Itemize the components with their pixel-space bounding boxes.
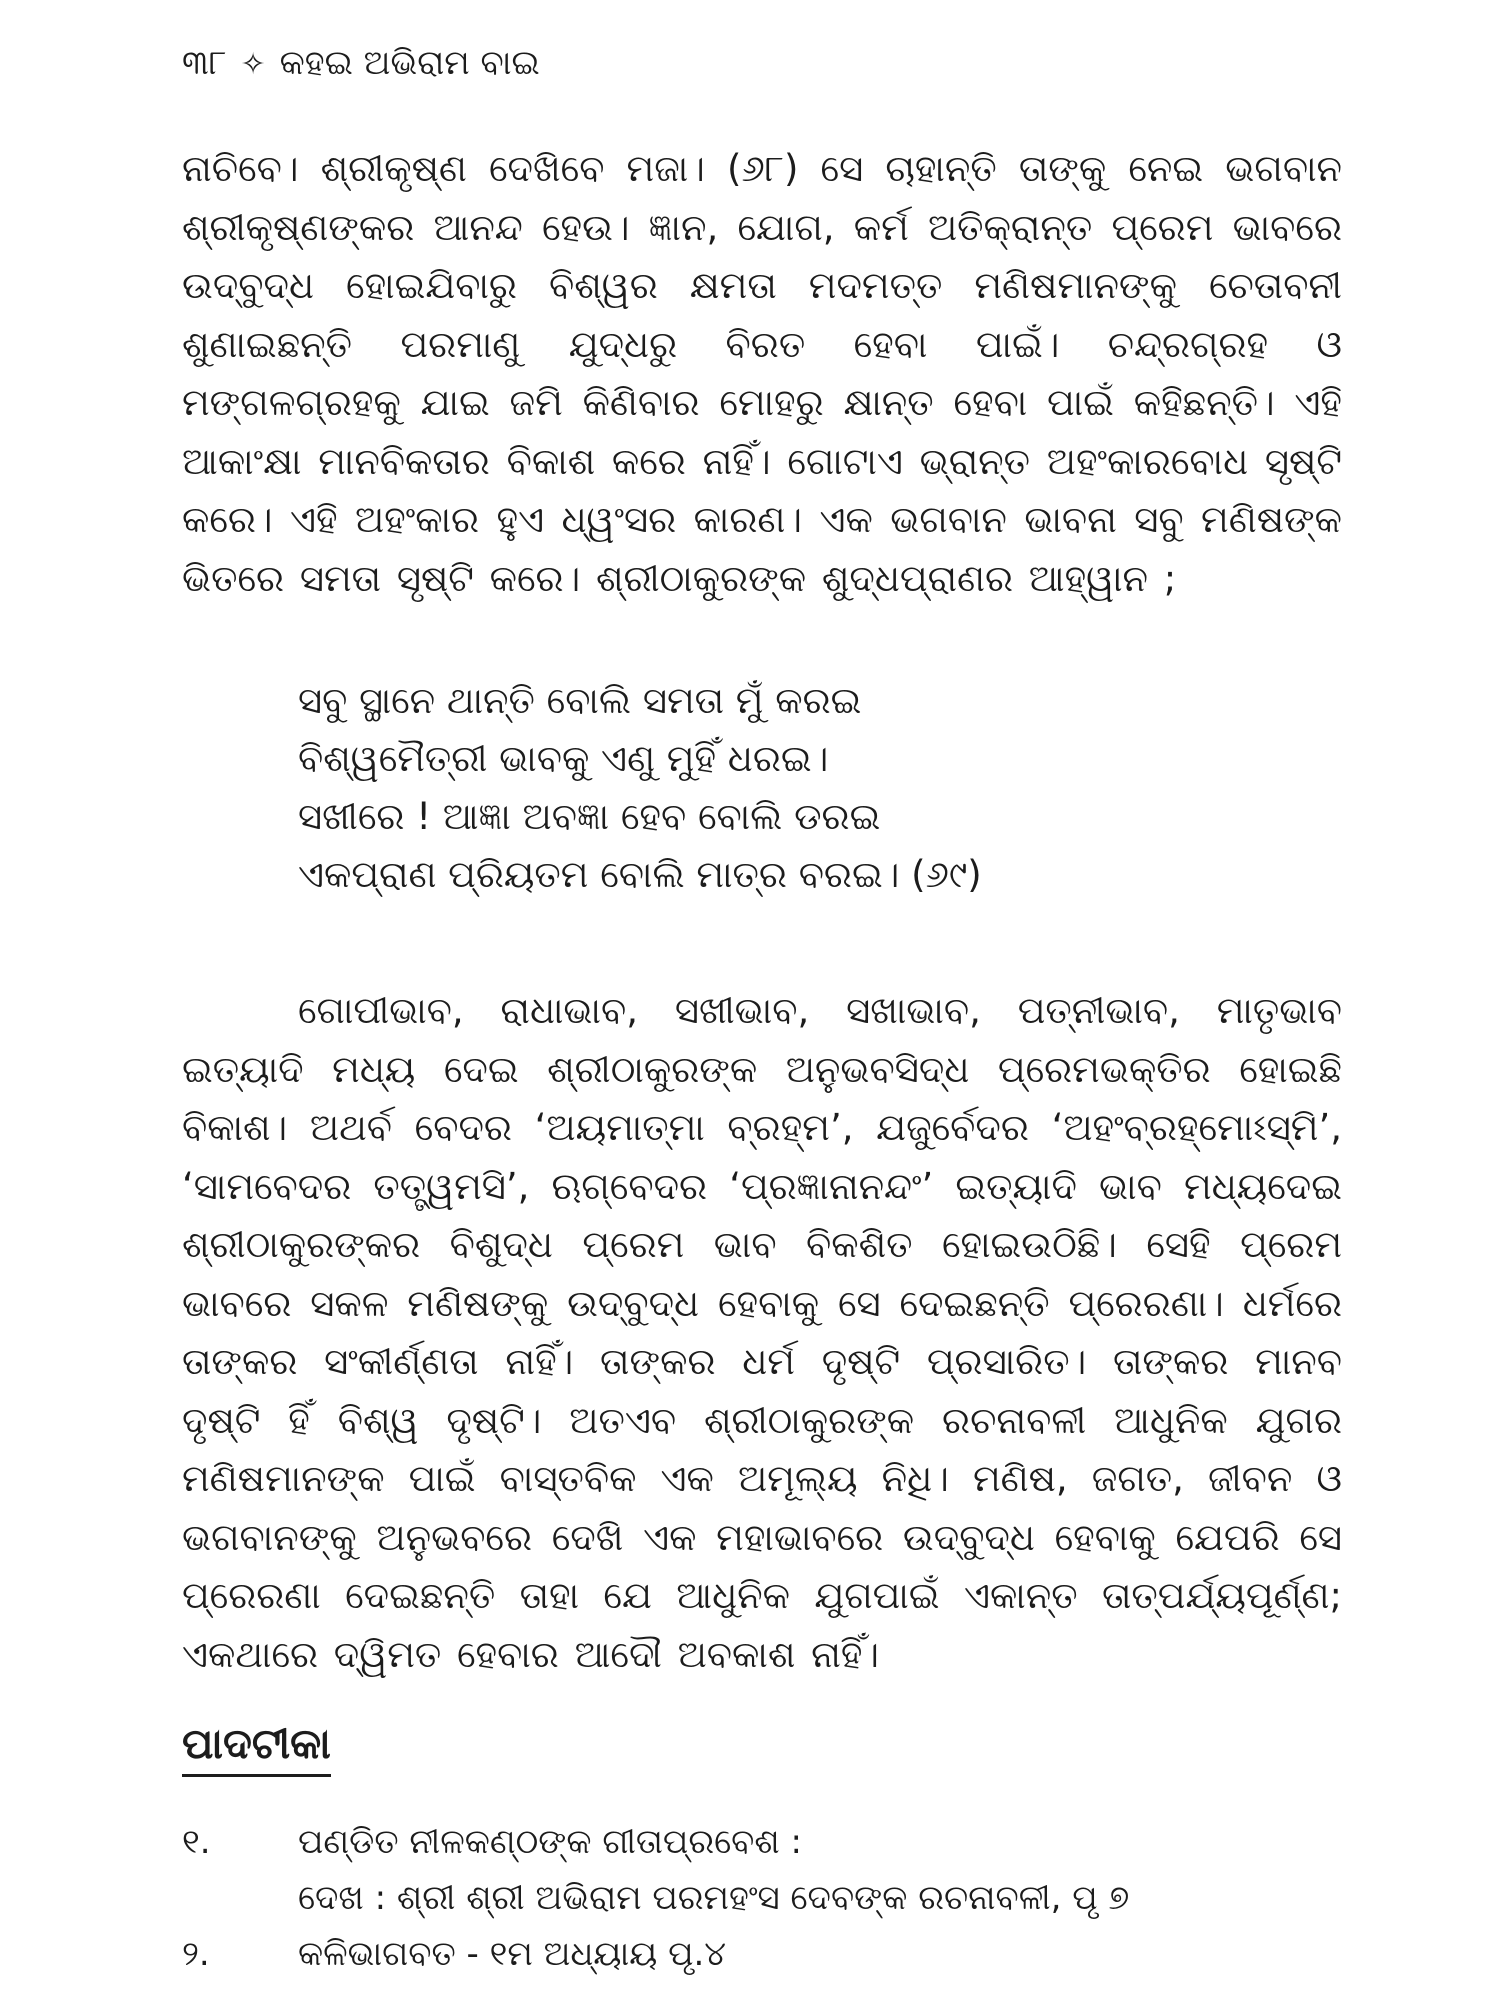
separator-star-icon: ✧ [240,47,266,82]
verse-line-1: ସବୁ ସ୍ଥାନେ ଥାନ୍ତି ବୋଲି ସମତା ମୁଁ କରଇ [298,679,862,722]
footnote-item [182,1814,1342,1926]
paragraph-1-text: ନାଚିବେ। ଶ୍ରୀକୃଷ୍ଣ ଦେଖିବେ ମଜା। (୬୮) ସେ ଚାହାନ୍ତି ତାଙ୍କୁ ନେଇ ଭଗବାନ ଶ୍ରୀକୃଷ୍ଣଙ୍କର ଆନନ୍ଦ ହେଉ। ଜ୍ଞାନ, ଯୋଗ, କର୍ମ ଅତିକ୍ରାନ୍ତ ପ୍ରେମ ଭାବରେ ଉଦ୍‌ବୁଦ୍ଧ ହୋଇଯିବାରୁ ବିଶ୍ୱର କ୍ଷମତା ମଦମତ୍ତ ମଣିଷମାନଙ୍କୁ ଚେତାବନୀ ଶୁଣାଇଛନ୍ତି ପରମାଣୁ ଯୁଦ୍ଧରୁ ବିରତ ହେବା ପାଇଁ। ଚନ୍ଦ୍ରଗ୍ରହ ଓ ମଙ୍ଗଳଗ୍ରହକୁ ଯାଇ ଜମି କିଣିବାର ମୋହରୁ କ୍ଷାନ୍ତ ହେବା ପାଇଁ କହିଛନ୍ତି। ଏହି ଆକାଂକ୍ଷା ମାନବିକତାର ବିକାଶ କରେ ନାହିଁ। ଗୋଟାଏ ଭ୍ରାନ୍ତ ଅହଂକାରବୋଧ ସୃଷ୍ଟି କରେ। ଏହି ଅହଂକାର ହୁଏ ଧ୍ୱଂସର କାରଣ। ଏକ ଭଗବାନ ଭାବନା ସବୁ ମଣିଷଙ୍କ ଭିତରେ ସମତା ସୃଷ୍ଟି କରେ। ଶ୍ରୀଠାକୁରଙ୍କ ଶୁଦ୍ଧପ୍ରାଣର ଆହ୍ୱାନ ; [182,147,1342,600]
footnotes-list [182,1814,1342,1982]
footnotes-heading: ପାଦଟୀକା [182,1716,331,1777]
footnote-subtext: ଦେଖ : ଶ୍ରୀ ଶ୍ରୀ ଅଭିରାମ ପରମହଂସ ଦେବଙ୍କ ରଚନାବଳୀ, ପୃ ୭ [298,1878,1130,1918]
verse-line-3: ସଖୀରେ ! ଆଜ୍ଞା ଅବଜ୍ଞା ହେବ ବୋଲି ଡରଇ [298,795,881,838]
footnote-text: ପଣ୍ଡିତ ନୀଳକଣ୍ଠଙ୍କ ଗୀତାପ୍ରବେଶ : [298,1822,802,1862]
paragraph-2-text: ଗୋପୀଭାବ, ରାଧାଭାବ, ସଖୀଭାବ, ସଖାଭାବ, ପତ୍ନୀଭାବ, ମାତୃଭାବ ଇତ୍ୟାଦି ମଧ୍ୟ ଦେଇ ଶ୍ରୀଠାକୁରଙ୍କ ଅନୁଭବସିଦ୍ଧ ପ୍ରେମଭକ୍ତିର ହୋଇଛି ବିକାଶ। ଅଥର୍ବ ବେଦର ‘ଅୟମାତ୍ମା ବ୍ରହ୍ମ’, ଯଜୁର୍ବେଦର ‘ଅହଂବ୍ରହ୍ମୋଽସ୍ମି’, ‘ସାମବେଦର ତତ୍ତ୍ୱମସି’, ଋଗ୍‌ବେଦର ‘ପ୍ରଜ୍ଞାନାନନ୍ଦଂ’ ଇତ୍ୟାଦି ଭାବ ମଧ୍ୟଦେଇ ଶ୍ରୀଠାକୁରଙ୍କର ବିଶୁଦ୍ଧ ପ୍ରେମ ଭାବ ବିକଶିତ ହୋଇଉଠିଛି। ସେହି ପ୍ରେମ ଭାବରେ ସକଳ ମଣିଷଙ୍କୁ ଉଦ୍‌ବୁଦ୍ଧ ହେବାକୁ ସେ ଦେଇଛନ୍ତି ପ୍ରେରଣା। ଧର୍ମରେ ତାଙ୍କର ସଂକୀର୍ଣ୍ଣତା ନାହିଁ। ତାଙ୍କର ଧର୍ମ ଦୃଷ୍ଟି ପ୍ରସାରିତ। ତାଙ୍କର ମାନବ ଦୃଷ୍ଟି ହିଁ ବିଶ୍ୱ ଦୃଷ୍ଟି। ଅତଏବ ଶ୍ରୀଠାକୁରଙ୍କ ରଚନାବଳୀ ଆଧୁନିକ ଯୁଗର ମଣିଷମାନଙ୍କ ପାଇଁ ବାସ୍ତବିକ ଏକ ଅମୂଲ୍ୟ ନିଧି। ମଣିଷ, ଜଗତ, ଜୀବନ ଓ ଭଗବାନଙ୍କୁ ଅନୁଭବରେ ଦେଖି ଏକ ମହାଭାବରେ ଉଦ୍‌ବୁଦ୍ଧ ହେବାକୁ ଯେପରି ସେ ପ୍ରେରଣା ଦେଇଛନ୍ତି ତାହା ଯେ ଆଧୁନିକ ଯୁଗପାଇଁ ଏକାନ୍ତ ତାତ୍ପର୍ଯ୍ୟପୂର୍ଣ୍ଣ; ଏକଥାରେ ଦ୍ୱିମତ ହେବାର ଆଦୌ ଅବକାଶ ନାହିଁ। [182,989,1342,1676]
footnote-text: କଳିଭାଗବତ - ୧ମ ଅଧ୍ୟାୟ ପୃ.୪ [298,1934,727,1974]
verse-line-2: ବିଶ୍ୱମୈତ୍ରୀ ଭାବକୁ ଏଣୁ ମୁହିଁ ଧରଇ। [298,737,829,780]
footnote-item [182,1926,1342,1982]
verse-block [298,672,1338,904]
footnote-number: ୨. [182,1934,210,1974]
footnote-number: ୧. [182,1822,211,1862]
page-number: ୩୮ [182,43,227,83]
book-title: କହଇ ଅଭିରାମ ବାଇ [279,43,540,83]
paragraph-1 [182,140,1342,608]
verse-line-4: ଏକପ୍ରାଣ ପ୍ରିୟତମ ବୋଲି ମାତ୍ର ବରଇ। (୬୯) [298,853,982,896]
running-head [182,38,540,90]
paragraph-2 [182,982,1342,1684]
